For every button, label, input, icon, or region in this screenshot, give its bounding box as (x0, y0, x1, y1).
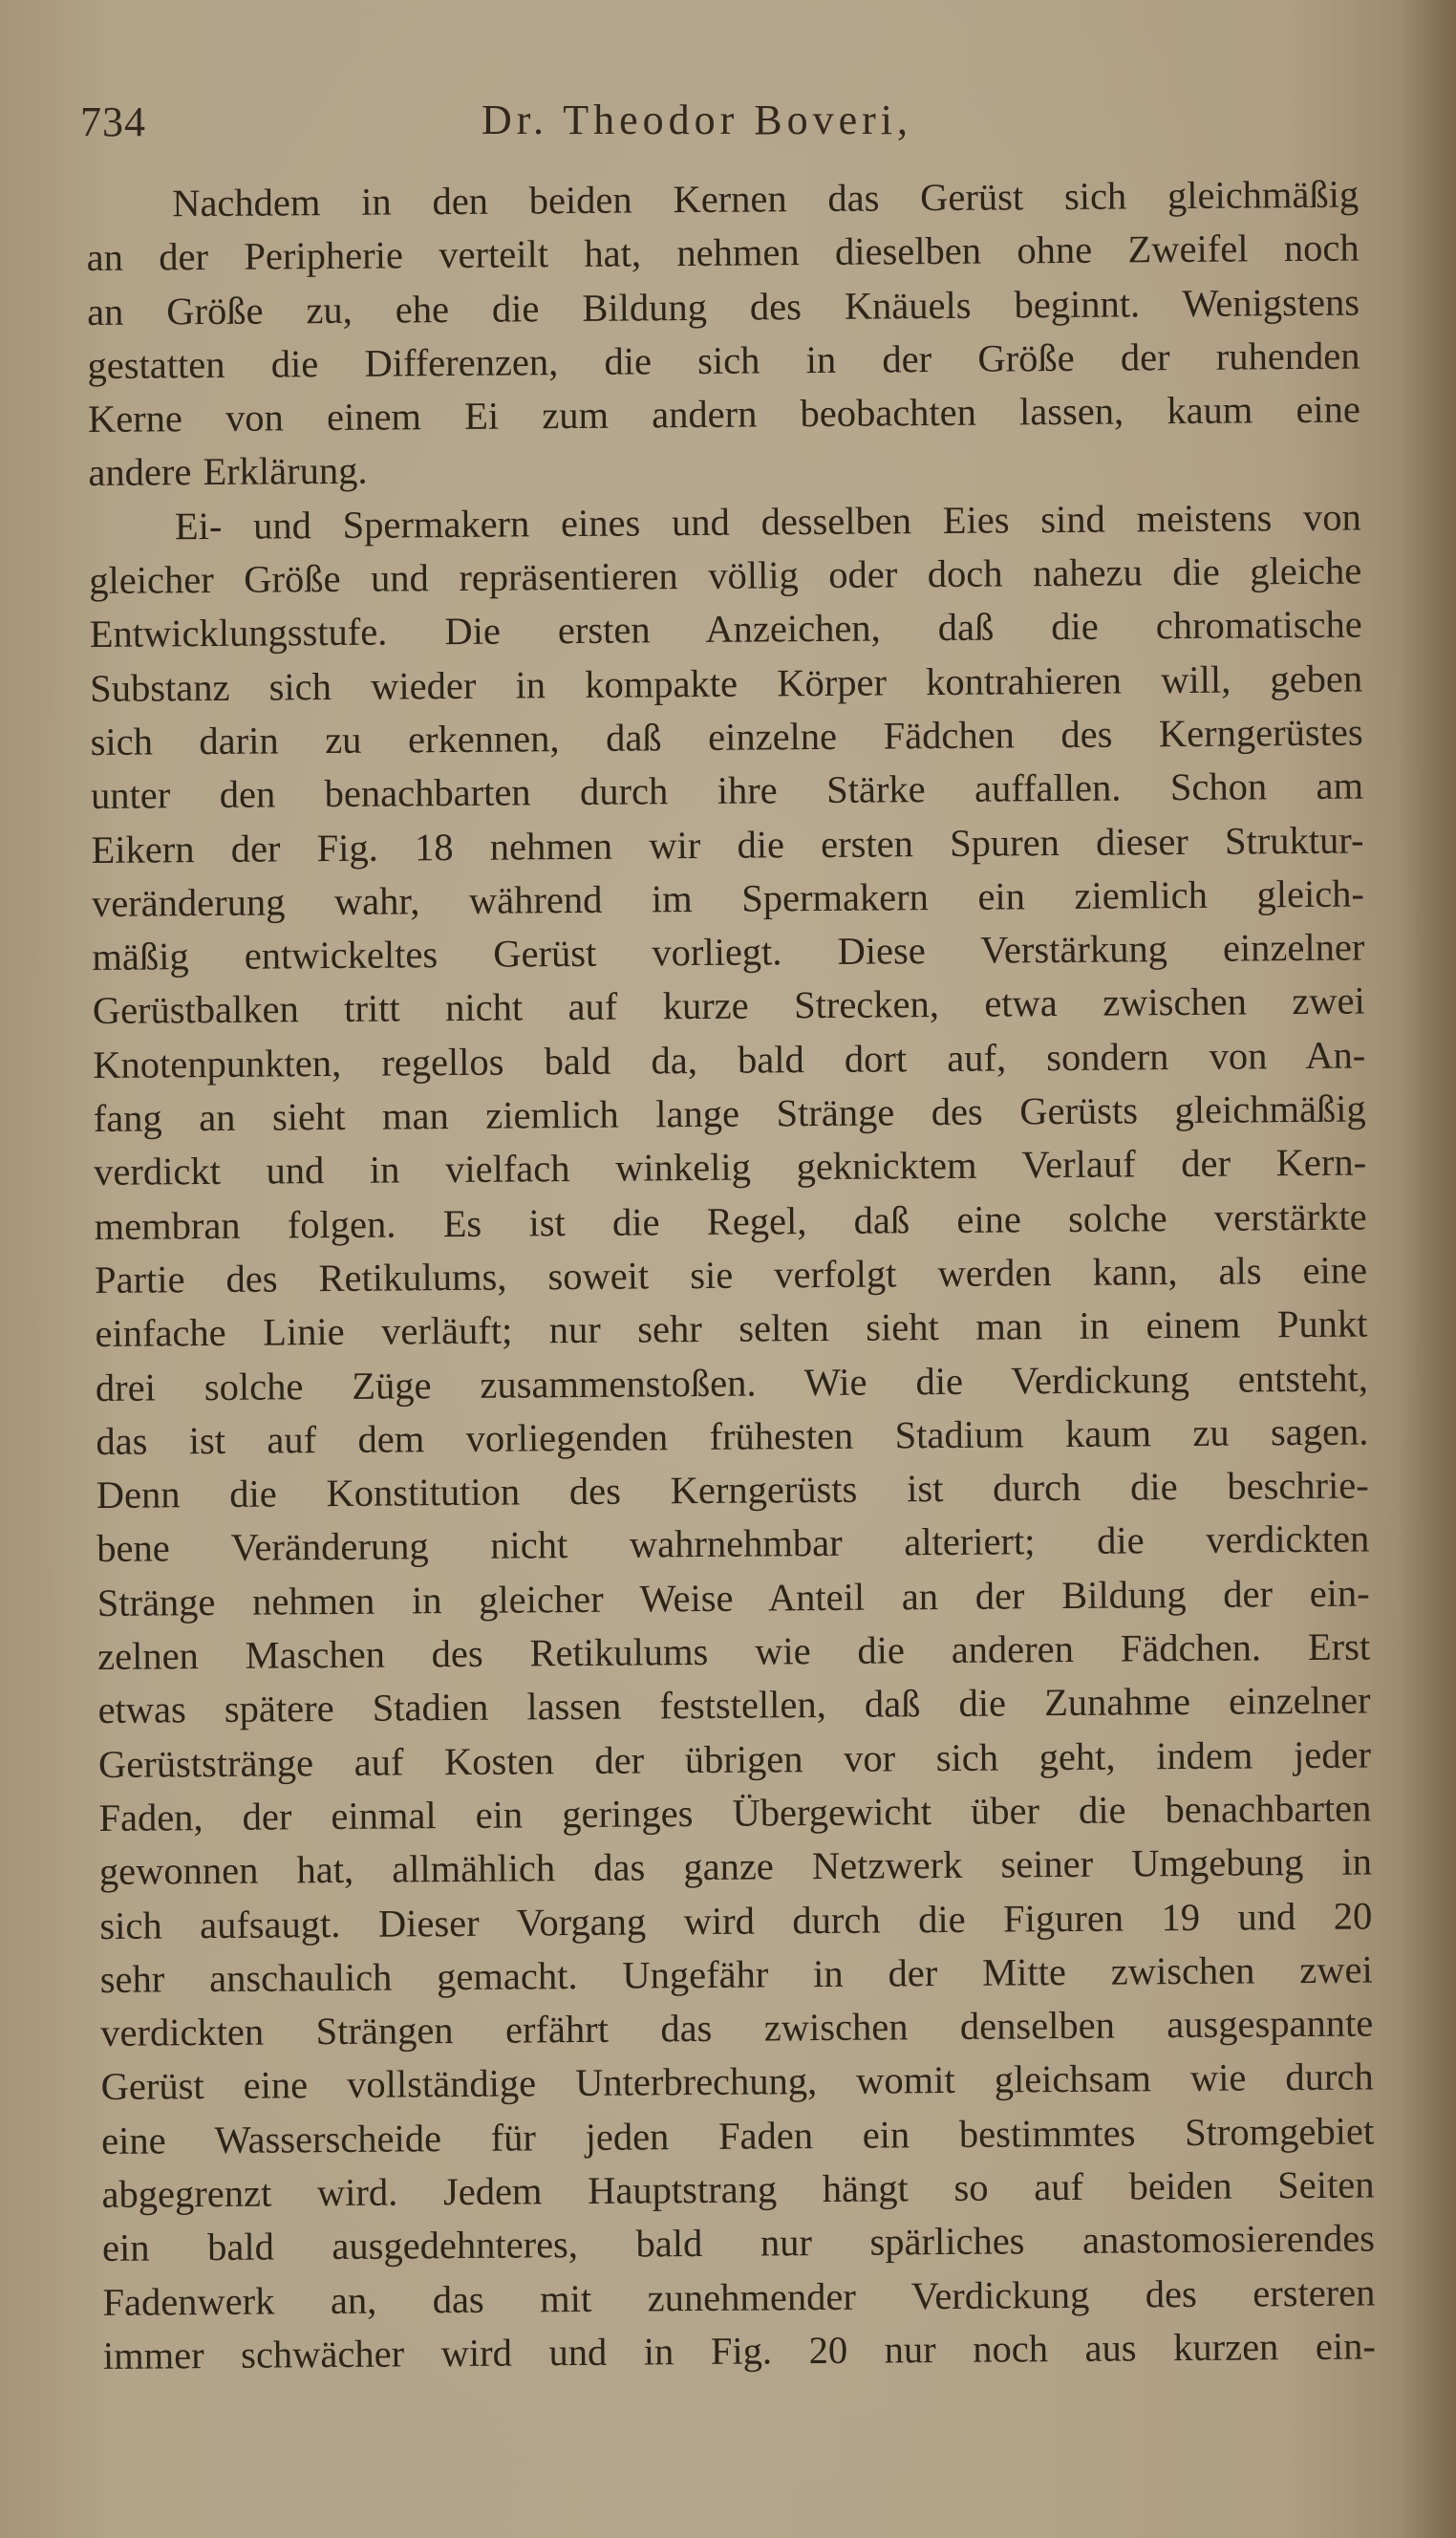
text-line: Fadenwerk an, das mit zunehmender Verdickung des ersteren (102, 2270, 1376, 2324)
text-line: sehr anschaulich gemacht. Ungefähr in der Mitte zwischen zwei (99, 1947, 1373, 2001)
text-line: sich aufsaugt. Dieser Vorgang wird durch die Figuren 19 und 20 (99, 1893, 1373, 1947)
text-line: Knotenpunkten, regellos bald da, bald dort auf, sondern von An- (93, 1033, 1366, 1086)
text-line: ein bald ausgedehnteres, bald nur spärliches anastomosierendes (101, 2216, 1376, 2270)
text-line: mäßig entwickeltes Gerüst vorliegt. Diese Verstärkung einzelner (92, 925, 1365, 979)
text-line: veränderung wahr, während im Spermakern ein ziemlich gleich- (91, 871, 1365, 925)
text-line: verdickten Strängen erfährt das zwischen denselben ausgespannte (100, 2001, 1374, 2055)
text-line: gestatten die Differenzen, die sich in der Größe der ruhenden (87, 333, 1360, 387)
text-line: bene Veränderung nicht wahrnehmbar alteriert; die verdickten (96, 1516, 1370, 1571)
text-line: einfache Linie verläuft; nur sehr selten sieht man in einem Punkt (95, 1301, 1368, 1356)
text-line: Gerüststränge auf Kosten der übrigen vor sich geht, indem jeder (97, 1732, 1372, 1786)
text-line: gewonnen hat, allmählich das ganze Netzwerk seiner Umgebung in (98, 1839, 1373, 1894)
text-line: Stränge nehmen in gleicher Weise Anteil an der Bildung der ein- (96, 1571, 1370, 1624)
text-line: abgegrenzt wird. Jedem Hauptstrang hängt so auf beiden Seiten (101, 2162, 1375, 2216)
text-line: an Größe zu, ehe die Bildung des Knäuels beginnt. Wenigstens (86, 280, 1360, 333)
text-line: eine Wasserscheide für jeden Faden ein bestimmtes Stromgebiet (100, 2109, 1375, 2162)
text-line: unter den benachbarten durch ihre Stärke auffallen. Schon am (90, 764, 1364, 818)
text-line: zelnen Maschen des Retikulums wie die anderen Fädchen. Erst (96, 1624, 1371, 1678)
text-line: Kerne von einem Ei zum andern beobachten lassen, kaum eine (87, 387, 1361, 441)
text-line: etwas spätere Stadien lassen feststellen, daß die Zunahme einzelner (97, 1678, 1371, 1732)
text-line: Ei- und Spermakern eines und desselben Eies sind meistens von (174, 495, 1362, 548)
text-line: fang an sieht man ziemlich lange Stränge des Gerüsts gleichmäßig (93, 1086, 1366, 1141)
page-edge-shadow (1399, 0, 1456, 2538)
text-line: Partie des Retikulums, soweit sie verfolgt werden kann, als eine (94, 1248, 1368, 1301)
text-line: membran folgen. Es ist die Regel, daß eine solche verstärkte (94, 1194, 1367, 1248)
page-header (80, 97, 1380, 155)
text-line: Substanz sich wieder in kompakte Körper kontrahieren will, geben (90, 656, 1363, 710)
text-line: sich darin zu erkennen, daß einzelne Fädchen des Kerngerüstes (90, 710, 1363, 764)
text-line: verdickt und in vielfach winkelig geknicktem Verlauf der Kern- (93, 1140, 1367, 1194)
text-line: Nachdem in den beiden Kernen das Gerüst sich gleichmäßig (172, 172, 1360, 226)
text-line: immer schwächer wird und in Fig. 20 nur noch aus kurzen ein- (102, 2324, 1377, 2377)
text-line: gleicher Größe und repräsentieren völlig oder doch nahezu die gleiche (89, 548, 1362, 603)
text-line: Eikern der Fig. 18 nehmen wir die ersten Spuren dieser Struktur- (91, 818, 1364, 871)
text-line: Gerüstbalken tritt nicht auf kurze Strecken, etwa zwischen zwei (92, 979, 1365, 1033)
text-line: drei solche Züge zusammenstoßen. Wie die Verdickung entsteht, (95, 1356, 1369, 1409)
body-text (86, 168, 1376, 2384)
text-line: Denn die Konstitution des Kerngerüsts ist durch die beschrie- (96, 1463, 1369, 1517)
running-head: Dr. Theodor Boveri, (482, 97, 913, 143)
text-line: andere Erklärung. (88, 449, 368, 495)
text-line: an der Peripherie verteilt hat, nehmen dieselben ohne Zweifel noch (86, 226, 1360, 280)
text-line: Gerüst eine vollständige Unterbrechung, womit gleichsam wie durch (100, 2054, 1374, 2109)
text-line: Entwicklungsstufe. Die ersten Anzeichen, daß die chromatische (89, 602, 1362, 656)
text-line: das ist auf dem vorliegenden frühesten Stadium kaum zu sagen. (96, 1409, 1369, 1463)
text-line: Faden, der einmal ein geringes Übergewicht über die benachbarten (98, 1786, 1372, 1839)
page-number: 734 (80, 98, 146, 145)
